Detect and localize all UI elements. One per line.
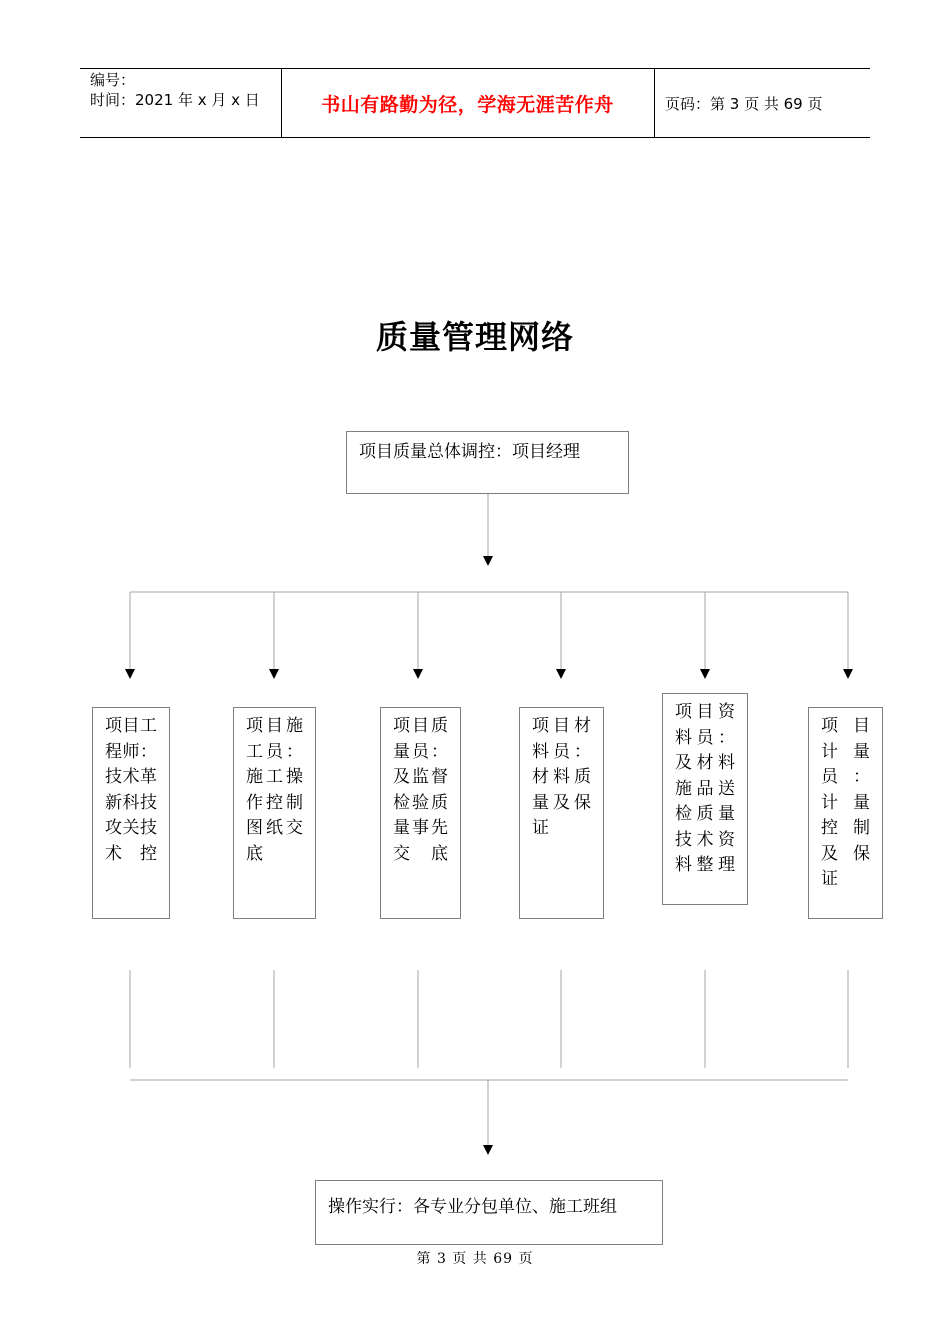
role-label: 项目材料员：材料质量及保证	[532, 716, 591, 838]
document-date: 时间：2021 年 x 月 x 日	[90, 91, 260, 109]
project-manager-label: 项目质量总体调控：项目经理	[359, 442, 580, 462]
role-box-quality	[380, 707, 461, 919]
role-box-engineer	[92, 707, 170, 919]
project-manager-box	[346, 431, 629, 494]
document-number: 编号：	[90, 71, 136, 89]
role-label: 项目资料员：及材料施品送检质量技术资料整理	[675, 702, 735, 875]
header-page-info: 页码：第 3 页 共 69 页	[665, 94, 823, 113]
role-label: 项目质量员：及监督检验质量事先交底	[393, 716, 448, 864]
role-box-measurement	[808, 707, 883, 919]
role-label: 项目计量员：计量控制及保证	[821, 716, 870, 889]
role-box-documentation	[662, 693, 748, 905]
role-label: 项目工程师：技术革新科技攻关技术控	[105, 716, 157, 864]
execution-label: 操作实行：各专业分包单位、施工班组	[328, 1197, 617, 1217]
header-motto: 书山有路勤为径，学海无涯苦作舟	[321, 93, 614, 116]
execution-box	[315, 1180, 663, 1245]
page-title: 质量管理网络	[375, 318, 574, 356]
role-box-construction	[233, 707, 316, 919]
role-label: 项目施工员：施工操作控制图纸交底	[246, 716, 303, 864]
role-box-material	[519, 707, 604, 919]
page-footer: 第 3 页 共 69 页	[416, 1251, 534, 1267]
